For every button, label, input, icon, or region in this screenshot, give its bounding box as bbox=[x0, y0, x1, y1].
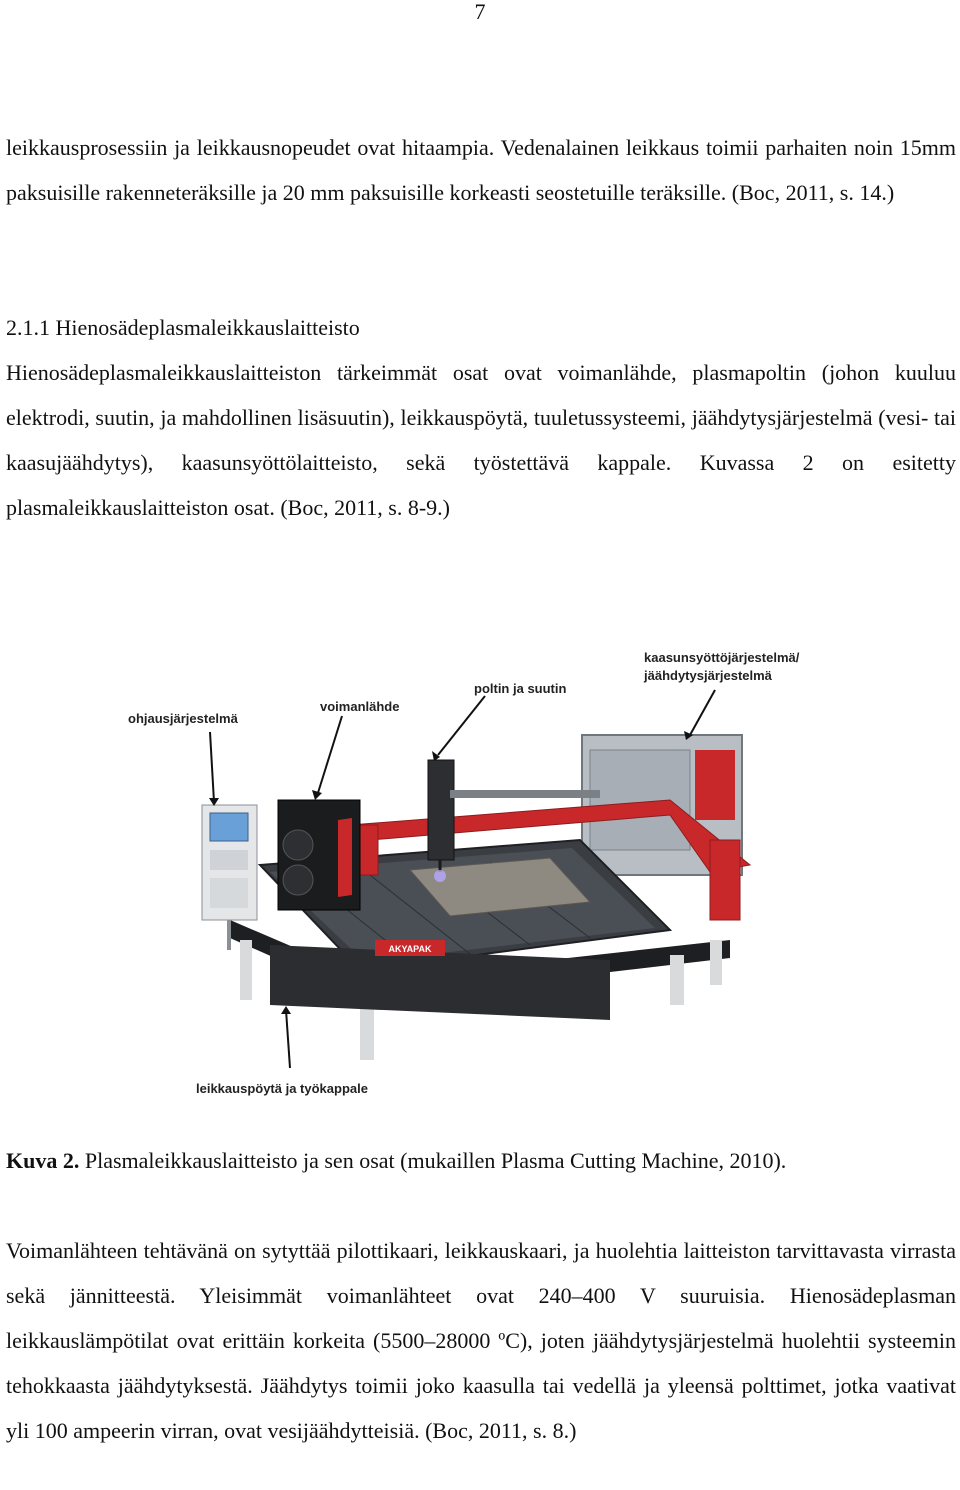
paragraph-power-source: Voimanlähteen tehtävänä on sytyttää pilottikaari, leikkauskaari, ja huolehtia laitteiston tarvittavasta virrasta sekä jännitteestä. Yleisimmät voimanlähteet ovat 240–400 V suuruisia. Hienosädeplasman leikkauslämpötilat ovat erittäin korkeita (5500–28000 ºC), joten jäähdytysjärjestelmä huolehtii systeemin tehokkaasta jäähdytyksestä. Jäähdytys toimii joko kaasulla tai vedellä ja yleensä polttimet, jotka vaativat yli 100 ampeerin virran, ovat vesijäähdytteisiä. (Boc, 2011, s. 8.) bbox=[6, 1238, 956, 1443]
label-power-source: voimanlähde bbox=[320, 699, 400, 714]
figure-caption bbox=[6, 1138, 786, 1183]
label-cutting-table: leikkauspöytä ja työkappale bbox=[196, 1081, 368, 1096]
caption-label: Kuva 2. bbox=[6, 1148, 80, 1173]
label-gas-system: kaasunsyöttöjärjestelmä/ bbox=[644, 650, 800, 665]
label-cooling-system: jäähdytysjärjestelmä bbox=[644, 668, 772, 683]
figure-plasma-cutting-machine bbox=[110, 640, 830, 1110]
label-control-system: ohjausjärjestelmä bbox=[128, 711, 238, 726]
section-heading: 2.1.1 Hienosädeplasmaleikkauslaitteisto bbox=[6, 315, 360, 340]
label-torch-nozzle: poltin ja suutin bbox=[474, 681, 567, 696]
caption-text: Plasmaleikkauslaitteisto ja sen osat (mukaillen Plasma Cutting Machine, 2010). bbox=[79, 1148, 787, 1173]
page-number: 7 bbox=[474, 0, 486, 24]
paragraph-equipment: Hienosädeplasmaleikkauslaitteiston tärkeimmät osat ovat voimanlähde, plasmapoltin (johon kuuluu elektrodi, suutin, ja mahdollinen lisäsuutin), leikkauspöytä, tuuletussysteemi, jäähdytysjärjestelmä (vesi- tai kaasujäähdytys), kaasunsyöttölaitteisto, sekä työstettävä kappale. Kuvassa 2 on esitetty plasmaleikkauslaitteiston osat. (Boc, 2011, s. 8-9.) bbox=[6, 360, 956, 520]
brand-plate: AKYAPAK bbox=[388, 944, 432, 954]
paragraph-intro: leikkausprosessiin ja leikkausnopeudet ovat hitaampia. Vedenalainen leikkaus toimii parhaiten noin 15mm paksuisille rakenneteräksille ja 20 mm paksuisille korkeasti seostetuille teräksille. (Boc, 2011, s. 14.) bbox=[6, 135, 956, 205]
